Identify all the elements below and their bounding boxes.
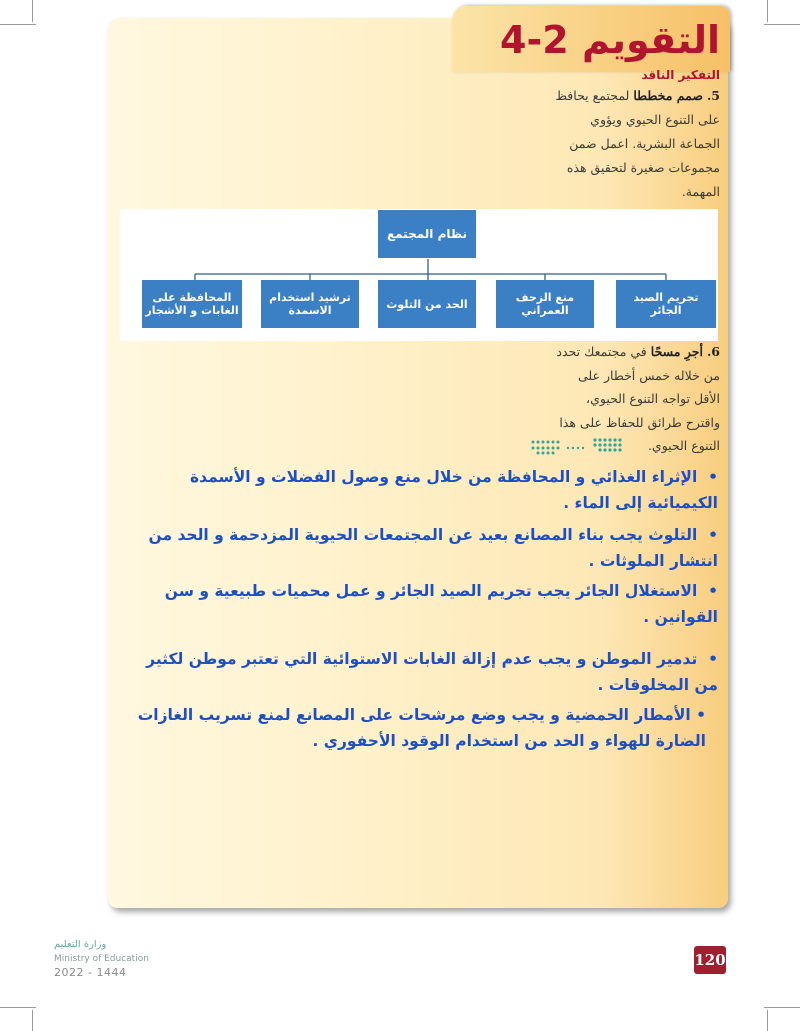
bullet-icon: •: [697, 468, 718, 486]
diagram-root-node: نظام المجتمع: [378, 210, 476, 258]
answer-text: تدمير الموطن و يجب عدم إزالة الغابات الاستوائية التي تعتبر موطن لكثير من المخلوقات .: [146, 650, 718, 694]
question-text: التنوع الحيوي.: [647, 438, 720, 453]
community-system-diagram: [120, 209, 718, 341]
question-text: من خلاله خمس أخطار على: [577, 367, 720, 383]
question-text: في مجتمعك تحدد: [556, 344, 647, 359]
crop-mark: [767, 1010, 768, 1031]
bullet-icon: •: [697, 650, 718, 668]
question-text: المهمة.: [681, 184, 720, 199]
answer-text: الاستغلال الجائر يجب تجريم الصيد الجائر و عمل محميات طبيعية و سن القوانين .: [164, 582, 718, 626]
question-text: الجماعة البشرية. اعمل ضمن: [569, 136, 720, 151]
question-text: على التنوع الحيوي ويؤوي: [590, 112, 720, 127]
crop-mark: [32, 0, 33, 22]
question-5: [522, 84, 720, 204]
crop-mark: [32, 1010, 33, 1031]
ministry-name-en: Ministry of Education: [54, 954, 149, 964]
section-label: التفكير الناقد: [641, 68, 720, 82]
question-lead: صمم مخططا: [633, 88, 703, 103]
answer-text: الإثراء الغذائي و المحافظة من خلال منع وصول الفضلات و الأسمدة الكيميائية إلى الماء .: [189, 468, 718, 512]
question-text: الأقل تواجه التنوع الحيوي،: [586, 391, 720, 406]
diagram-node: الحد من التلوث: [378, 280, 476, 328]
bullet-icon: •: [697, 526, 718, 544]
diagram-node: منع الزحف العمراني: [496, 280, 594, 328]
answer-text: الأمطار الحمضية و يجب وضع مرشحات على المصانع لمنع تسريب الغازات الضارة للهواء و الحد من استخدام الوقود الأحفوري .: [137, 706, 706, 750]
page-number: 120: [694, 946, 726, 974]
bullet-icon: •: [697, 582, 718, 600]
ministry-logo: [54, 940, 154, 979]
question-text: مجموعات صغيرة لتحقيق هذه: [566, 160, 720, 175]
answer-item: [118, 646, 718, 698]
page-title: التقويم 2-4: [500, 18, 720, 62]
crop-mark: [764, 1007, 800, 1008]
question-6-line-1: [532, 340, 720, 364]
question-text: واقترح طرائق للحفاظ على هذا: [559, 414, 720, 430]
question-number: 5.: [706, 88, 720, 103]
crop-mark: [0, 24, 36, 25]
answer-item: [128, 522, 718, 574]
answer-item: [136, 702, 706, 754]
diagram-node: تجريم الصيد الجائر: [616, 280, 716, 328]
edition-year: 2022 - 1444: [54, 966, 127, 979]
question-number: 6.: [706, 344, 720, 359]
question-text: لمجتمع يحافظ: [555, 88, 630, 103]
crop-mark: [767, 0, 768, 22]
crop-mark: [764, 24, 800, 25]
crop-mark: [0, 1007, 36, 1008]
answer-item: [128, 578, 718, 630]
bullet-icon: •: [690, 706, 706, 724]
ministry-name-ar: وزارة التعليم: [54, 940, 107, 950]
answer-text: التلوث يجب بناء المصانع بعيد عن المجتمعات الحيوية المزدحمة و الحد من انتشار الملوثات .: [148, 526, 718, 570]
question-lead: أجرِ مسحًا: [650, 344, 703, 359]
diagram-node: ترشيد استخدام الاسمدة: [261, 280, 359, 328]
answer-item: [128, 464, 718, 516]
question-5-line-1: [522, 84, 720, 108]
decorative-dots: [528, 436, 624, 456]
diagram-node: المحافظة على الغابات و الأشجار: [142, 280, 242, 328]
